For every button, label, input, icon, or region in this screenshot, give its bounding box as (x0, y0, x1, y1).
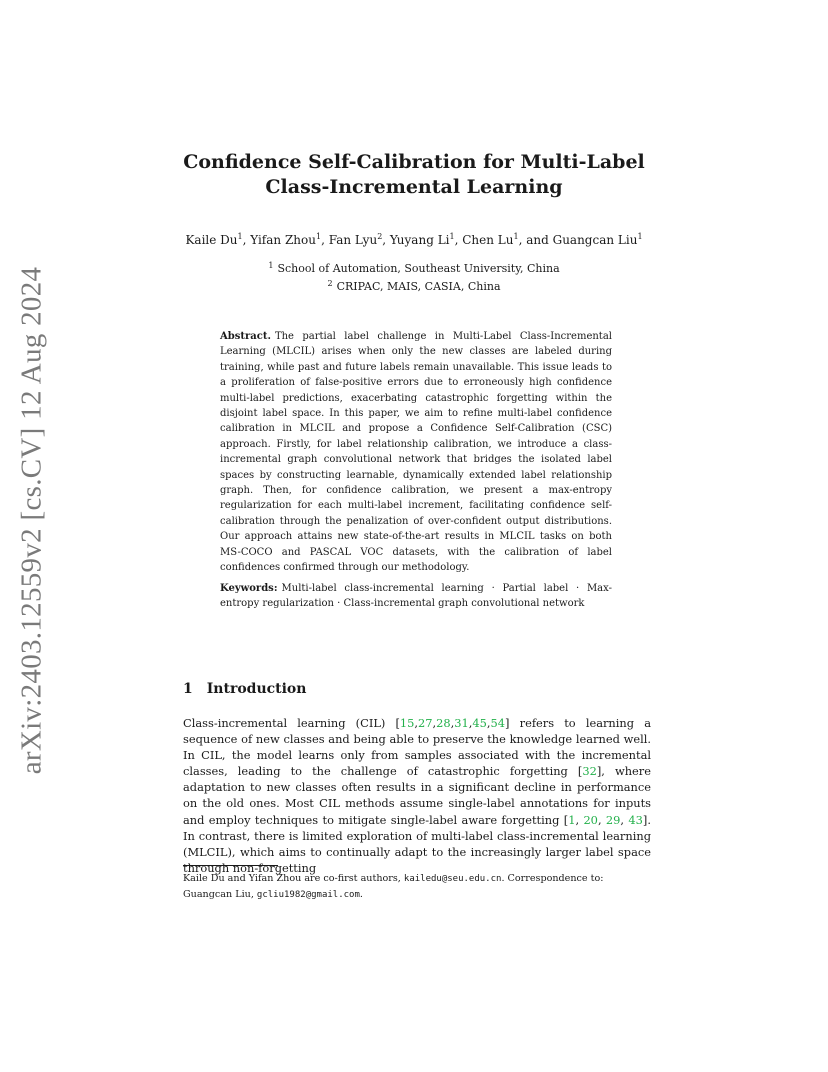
author-name: Guangcan Liu (552, 233, 638, 247)
author-name: Fan Lyu (328, 233, 378, 247)
author-name: Yuyang Li (389, 233, 450, 247)
citation-link[interactable]: 31 (454, 716, 469, 730)
abstract-text: The partial label challenge in Multi-Label Class-Incremental Learning (MLCIL) arises when only the new classes are labeled during training, while past and future labels remain unavailable. This issue leads to a proliferation of false-positive errors due to erroneously high confidence multi-label predictions, exacerbating catastrophic forgetting within the disjoint label space. In this paper, we aim to refine multi-label confidence calibration in MLCIL and propose a Confidence Self-Calibration (CSC) approach. Firstly, for label relationship calibration, we introduce a class-incremental graph convolutional network that bridges the isolated label spaces by constructing learnable, dynamically extended label relationship graph. Then, for confidence calibration, we present a max-entropy regularization for each multi-label increment, facilitating confidence self-calibration through the penalization of over-confident output distributions. Our approach attains new state-of-the-art results in MLCIL tasks on both MS-COCO and PASCAL VOC datasets, with the calibration of label confidences confirmed through our methodology. (220, 331, 612, 574)
citation-link[interactable]: 1 (568, 812, 576, 827)
keywords-text: Multi-label class-incremental learning · Partial label · Max-entropy regularization · Class-incremental graph convolutional network (220, 583, 612, 610)
author-name: Chen Lu (462, 233, 514, 247)
citation-link[interactable]: 32 (582, 764, 597, 779)
section-number: 1 (183, 681, 193, 697)
affiliation-mark: 1 (637, 232, 643, 241)
affiliation-mark: 1 (513, 232, 519, 241)
abstract (220, 329, 612, 576)
title-line-2: Class-Incremental Learning (265, 176, 563, 198)
author-name: Kaile Du (185, 233, 238, 247)
affiliation-2: $^2$ CRIPAC, MAIS, CASIA, China (327, 279, 501, 293)
arxiv-id-text: arXiv:2403.12559v2 [cs.CV] 12 Aug 2024 (15, 266, 48, 774)
citation-link[interactable]: 45 (472, 716, 487, 730)
section-title: Introduction (206, 681, 307, 697)
affiliation-mark: 1 (449, 232, 455, 241)
author-name: Yifan Zhou (250, 233, 316, 247)
title-line-1: Confidence Self-Calibration for Multi-Label (183, 151, 645, 173)
affiliation-mark: 1 (237, 232, 243, 241)
email-link[interactable]: gcliu1982@gmail.com (256, 890, 360, 900)
footnote-rule (183, 865, 278, 866)
citation-link[interactable]: 54 (490, 716, 506, 730)
citation-link[interactable]: 27 (418, 716, 433, 730)
citation-link[interactable]: 43 (628, 812, 643, 827)
citation-link[interactable]: 20 (583, 812, 598, 827)
abstract-label: Abstract. (220, 331, 271, 342)
paper-title (160, 150, 668, 200)
affiliation-list (140, 258, 688, 294)
citation-link[interactable]: 29 (605, 812, 621, 827)
intro-paragraph: Class-incremental learning (CIL) [15,27,28,31,45,54] refers to learning a sequence of new classes and being able to preserve the knowledge learned well. In CIL, the model learns only from samples associated with the incremental classes, leading to the challenge of catastrophic forgetting [32], where adaptation to new classes often results in a significant decline in performance on the old ones. Most CIL methods assume single-label annotations for inputs and employ techniques to mitigate single-label aware forgetting [1, 20, 29, 43]. In contrast, there is limited exploration of multi-label class-incremental learning (MLCIL), which aims to continually adapt to the increasingly larger label space through non-forgetting (183, 716, 651, 875)
section-heading (183, 680, 306, 698)
keywords (220, 581, 612, 612)
email-link[interactable]: kailedu@seu.edu.cn (403, 874, 502, 884)
author-list: Kaile Du$^1$, Yifan Zhou$^1$, Fan Lyu$^2$, Yuyang Li$^1$, Chen Lu$^1$, and Guangcan Liu$^1$ (185, 232, 643, 247)
arxiv-identifier (12, 266, 52, 774)
citation-link[interactable]: 15 (399, 716, 415, 730)
affiliation-mark: 2 (377, 232, 383, 241)
footnote: Kaile Du and Yifan Zhou are co-first authors, kailedu@seu.edu.cn. Correspondence to: Guangcan Liu, gcliu1982@gmail.com. (183, 873, 604, 900)
affiliation-1: $^1$ School of Automation, Southeast University, China (268, 261, 560, 275)
keywords-label: Keywords: (220, 583, 278, 594)
affiliation-mark: 1 (315, 232, 322, 241)
citation-link[interactable]: 28 (436, 716, 451, 730)
